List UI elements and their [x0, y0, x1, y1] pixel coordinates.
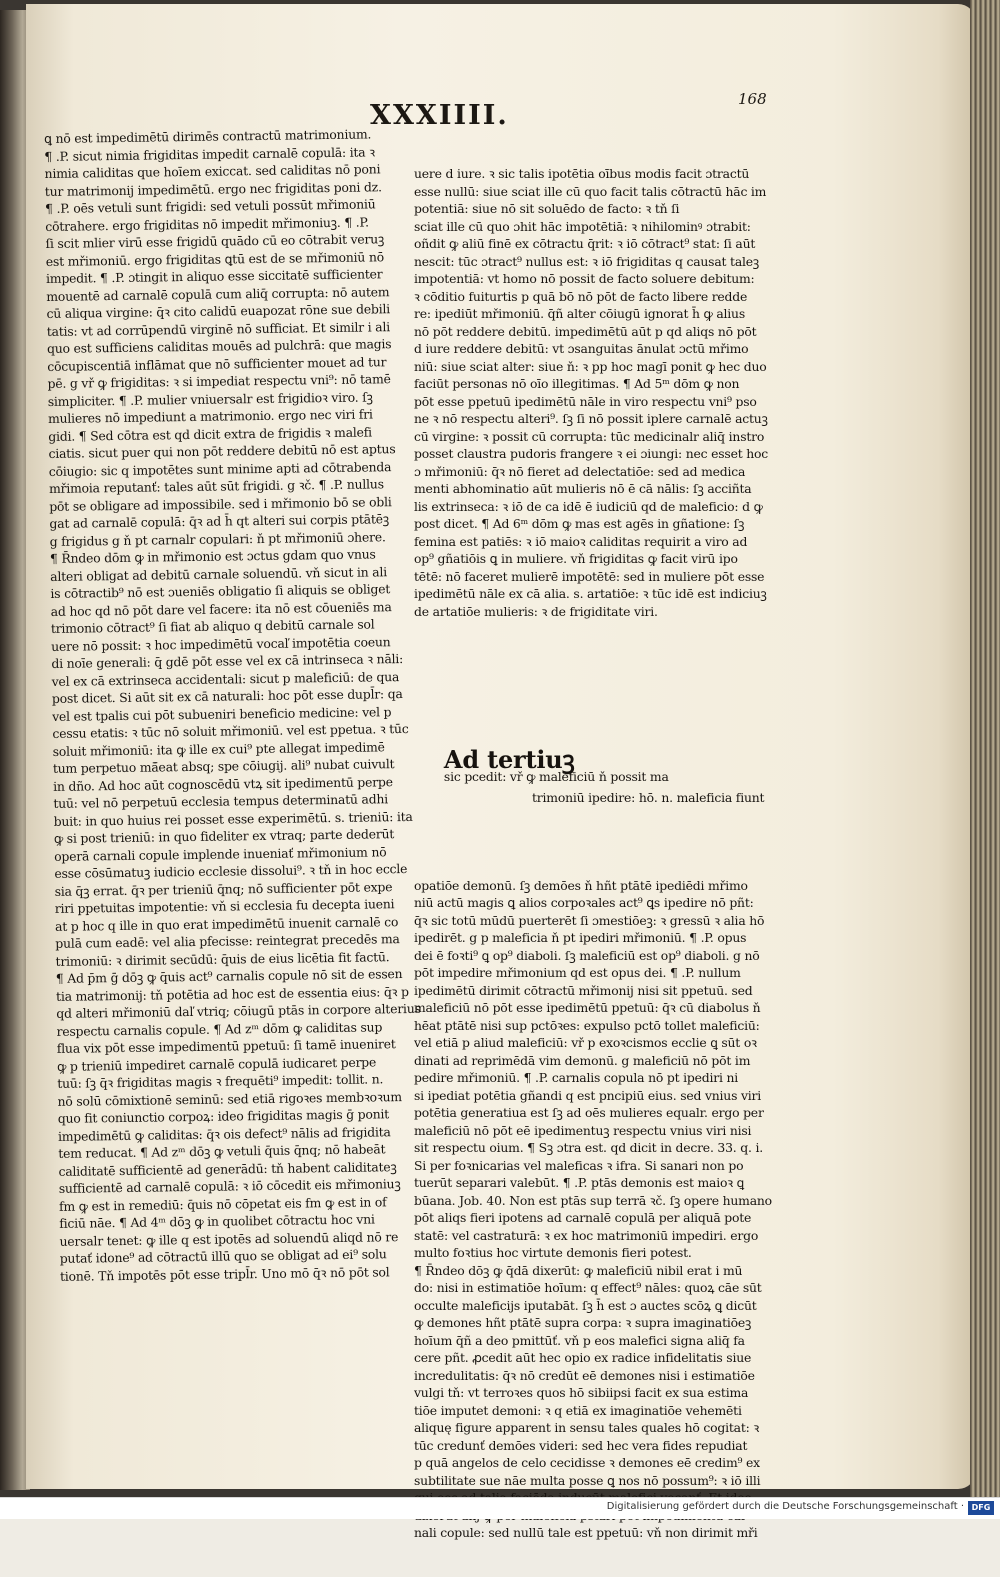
text-line: esse cōsūmatuꝫ iudicio ecclesie dissolui⁹. ꝛ tň in hoc eccle	[54, 861, 408, 881]
text-line: ipedimētū dirimit cōtractū mřimonij nisi sit ppetuū. sed	[414, 982, 753, 998]
text-line: nō pōt reddere debitū. impedimētū aūt p qd aliqs nō pōt	[414, 323, 757, 339]
text-line: esse nullū: siue sciat ille cū quo facit talis cōtractū hāc im	[414, 183, 767, 199]
text-line: ꝙ p trieniū impediret carnalē copulā iudicaret perpe	[56, 1053, 377, 1074]
text-line: sit respectu oium. ¶ Sꝫ ɔtra est. qd dicit in decre. 33. q. i.	[414, 1140, 763, 1155]
text-line: opatiōe demonū. ſꝫ demōes ň hñt ptātē ipediēdi mřimo	[414, 877, 748, 893]
dfg-logo: DFG	[968, 1501, 994, 1515]
running-head: XXXIIII.	[370, 100, 509, 131]
text-line: oñdit ꝙ aliū finē ex cōtractu q̄rit: ꝛ iō cōtract⁹ stat: ſi aūt	[414, 236, 756, 251]
page-fore-edge	[970, 0, 1000, 1497]
text-line: buit: in quo huius rei posset esse experimētū. s. trieniū: ita	[53, 808, 413, 829]
text-line: tūc credunť demōes videri: sed hec vera fides repudiat	[414, 1437, 748, 1453]
text-line: tatis: vt ad corrūpendū virginē nō sufficiat. Et similr i ali	[46, 318, 391, 339]
text-line: statē: vel castraturā: ꝛ ex hoc matrimoniū impediri. ergo	[414, 1227, 759, 1243]
text-line: uersalr tenet: ꝙ ille q est ipotēs ad soluendū aliqd nō re	[59, 1228, 399, 1249]
text-line: simpliciter. ¶ .P. mulier vniuersalr est frigidioꝛ viro. ſꝫ	[47, 388, 373, 409]
text-line: ¶ Ad p̄m ḡ dōꝫ ꝙ q̄uis act⁹ carnalis copule nō sit de essen	[55, 966, 403, 986]
right-column-top-block	[414, 165, 792, 620]
text-line: est mřimoniū. ergo frigiditas ꝗtū est de se mřimoniū nō	[45, 248, 385, 269]
text-line: tuū: vel nō perpetuū ecclesia tempus determinatū adhi	[53, 791, 389, 811]
text-line: pē. g vř ꝙ frigiditas: ꝛ si impediat respectu vni⁹: nō tamē	[47, 371, 391, 391]
text-line: tionē. Tň impotēs pōt esse tripl̄r. Uno mō q̄ꝛ nō pōt sol	[59, 1263, 390, 1284]
text-line: trimonio cōtract⁹ ſi fiat ab aliquo q debitū carnale sol	[50, 616, 375, 636]
text-line: dinati ad reprimēdā vim demonū. g maleficiū nō pōt im	[414, 1052, 751, 1068]
text-line: fm ꝙ est in remediū: q̄uis nō cōpetat eis fm ꝙ est in of	[58, 1193, 387, 1214]
text-line: pōt impedire mřimonium qd est opus dei. ¶ .P. nullum	[414, 965, 741, 980]
text-line: būana. Job. 40. Non est ptās sup terrā ꝛč. ſꝫ opere humano	[414, 1192, 772, 1208]
text-line: ¶ .P. sicut nimia frigiditas impedit carnalē copulā: ita ꝛ	[44, 143, 375, 164]
text-line: ciatis. sicut puer qui non pōt reddere debitū nō est aptus	[48, 441, 396, 461]
text-line: de artatiōe mulieris: ꝛ de frigiditate viri.	[414, 603, 658, 619]
text-line: sic pcedit: vř ꝙ maleficiū ň possit ma	[443, 769, 669, 784]
section-heading: Ad tertiuꝫ	[443, 744, 575, 774]
text-line: hoīum q̄ñ a deo pmittūť. vň p eos malefici signa aliq̄ fa	[414, 1332, 745, 1348]
text-line: maleficiū nō pōt esse ipedimētū ppetuū: q̄ꝛ cū diabolus ň	[414, 1000, 761, 1015]
text-line: trimoniū: ꝛ dirimit secūdū: q̄uis de eius licētia fit factū.	[55, 948, 390, 969]
text-line: cū virgine: ꝛ possit cū corrupta: tūc medicinalr aliq̄ instro	[414, 428, 765, 444]
text-line: tia matrimonij: tň potētia ad hoc est de essentia eius: q̄ꝛ p	[55, 983, 409, 1004]
funding-credit: Digitalisierung gefördert durch die Deutsche Forschungsgemeinschaft ·	[606, 1501, 964, 1512]
text-line: sia q̄ꝫ errat. q̄ꝛ per trieniū q̄nq; nō sufficienter pōt expe	[54, 878, 393, 899]
text-line: sufficientē ad carnalē copulā: ꝛ iō cōcedit eis mřimoniuꝫ	[58, 1176, 401, 1196]
text-line: nimia caliditas que hoīem exiccat. sed caliditas nō poni	[44, 161, 381, 181]
text-line: potētia generatiua est ſꝫ ad oēs mulieres equalr. ergo per	[414, 1105, 764, 1120]
text-line: vel est tpalis cui pōt subueniri beneficio medicine: vel p	[52, 703, 392, 724]
text-line: multo foꝛtius hoc virtute demonis fieri potest.	[414, 1245, 692, 1260]
text-line: ipedirēt. g p maleficia ň pt ipediri mřimoniū. ¶ .P. opus	[414, 930, 747, 945]
text-line: is cōtractib⁹ nō est ɔueniēs obligatio ſi aliquis se obliget	[50, 581, 391, 601]
text-line: si ipediat potētia gñandi q est pncipiū eius. sed vnius viri	[414, 1087, 762, 1103]
text-line: soluit mřimoniū: ita ꝙ ille ex cui⁹ pte allegat impedimē	[52, 738, 385, 759]
text-line: di noīe generali: q̄ gdē pōt esse vel ex cā intrinseca ꝛ nāli:	[51, 651, 404, 671]
text-line: cessu etatis: ꝛ tūc nō soluit mřimoniū. vel est ppetua. ꝛ tūc	[52, 720, 409, 741]
text-line: cōiugio: sic q impotētes sunt minime apti ad cōtrabenda	[48, 458, 392, 479]
text-line: niū actū magis ꝗ alios corpoꝛales act⁹ ꝗs ipedire nō pñt:	[414, 895, 754, 910]
text-line: pōt aliqs fieri ipotens ad carnalē copulā per aliquā pote	[414, 1210, 752, 1225]
text-line: tur matrimonij impedimētū. ergo nec frigiditas poni dz.	[44, 178, 382, 199]
text-line: trimoniū ipedire: hō. n. maleficia fiunt	[532, 790, 765, 805]
text-line: lis extrinseca: ꝛ iō de ca idē ē iudiciū qd de maleficio: d ꝙ	[414, 498, 763, 514]
text-line: pedire mřimoniū. ¶ .P. carnalis copula nō pt ipediri ni	[414, 1070, 739, 1085]
text-line: posset claustra pudoris frangere ꝛ ei ɔiungi: nec esset hoc	[414, 446, 769, 461]
text-line: pulā cum eadē: vel alia pfecisse: reintegrat precedēs ma	[55, 931, 400, 951]
text-line: tem reducat. ¶ Ad zᵐ dōꝫ ꝙ vetuli q̄uis q̄nq; nō habeāt	[58, 1141, 386, 1161]
text-line: ꝙ si post trieniū: in quo fideliter ex vtraq; parte dederūt	[53, 826, 395, 846]
text-line: ne ꝛ nō respectu alteri⁹. ſꝫ ſi nō possit iplere carnalē actuꝫ	[414, 411, 768, 426]
text-line: re: ipediūt mřimoniū. q̄ñ alter cōiugū ignorat h̄ ꝙ alius	[414, 306, 745, 321]
text-line: dei ē foꝛti⁹ ꝗ op⁹ diaboli. ſꝫ maleficiū est op⁹ diaboli. g nō	[414, 947, 760, 963]
text-line: in dño. Ad hoc aūt cognoscēdū vtꝝ sit ipedimentū perpe	[53, 773, 393, 794]
text-line: tum perpetuo mā̄eat absq; spe cōiugij. ali⁹ nubat cuivult	[52, 756, 395, 776]
text-line: pōt esse ppetuū ipedimētū nāle in viro respectu vni⁹ pso	[414, 393, 757, 409]
footer-bar	[0, 1497, 1000, 1519]
section-heading-block	[414, 698, 792, 842]
text-line: gidi. ¶ Sed cōtra est qd dicit extra de frigidis ꝛ malefi	[48, 423, 372, 444]
text-line: impotentiā: vt homo nō possit de facto soluere debitum:	[414, 271, 755, 286]
text-line: uere d iure. ꝛ sic talis ipotētia oībus modis facit ɔtractū	[414, 166, 750, 181]
text-line: d iure reddere debitū: vt ɔsanguitas ānulat ɔctū mřimo	[414, 341, 749, 356]
text-line: caliditatē sufficientē ad generādū: tň habent caliditateꝫ	[58, 1158, 397, 1179]
text-line: occulte maleficijs iputabāt. ſꝫ h̄ est ɔ auctes scōꝝ ꝗ dicūt	[414, 1297, 757, 1313]
text-line: nō solū cōmixtionē seminū: sed etiā rigoꝛes membꝛoꝛum	[57, 1088, 402, 1109]
text-line: ſi scit mlier virū esse frigidū quādo cū eo cōtrabit veruꝫ	[45, 231, 385, 251]
text-line: cere pñt. ꝓcedit aūt hec opio ex radice infidelitatis siue	[414, 1350, 752, 1365]
text-line: mouentē ad carnalē copulā cum aliq̄ corrupta: nō autem	[46, 283, 390, 304]
text-line: niū: siue sciat alter: siue ň: ꝛ pp hoc magī ponit ꝙ hec duo	[414, 358, 767, 374]
text-line: q̄ꝛ sic totū mūdū puerterēt ſi ɔmestiōeꝫ: ꝛ gressū ꝛ alia hō	[414, 912, 765, 928]
text-line: quo est sufficiens caliditas mouēs ad pulchrā: que magis	[46, 336, 392, 356]
text-line: post dicet. Si aūt sit ex cā naturali: hoc pōt esse dupl̄r: qa	[51, 686, 403, 706]
text-line: tiōe imputet demoni: ꝛ q etiā ex imaginatiōe vehemēti	[414, 1402, 742, 1418]
text-line: post dicet. ¶ Ad 6ᵐ dōm ꝙ mas est agēs in gñatione: ſꝫ	[414, 516, 745, 531]
text-line: subtilitate sue nāe multa posse ꝗ nos nō possum⁹: ꝛ iō illi	[414, 1472, 761, 1488]
text-line: at p hoc q ille in quo erat impedimētū inuenit carnalē co	[55, 913, 399, 934]
text-line: mřimoia reputanť: tales aūt sūt frigidi. g ꝛč. ¶ .P. nullus	[48, 476, 384, 496]
text-line: flua vix pōt esse impedimentū ppetuū: ſi tamē inueniret	[56, 1036, 396, 1056]
text-line: tuerūt separari valebūt. ¶ .P. ptās demonis est maioꝛ ꝗ	[414, 1175, 745, 1190]
text-line: riri ppetuitas impotentie: vň si ecclesia fu decepta iueni	[54, 896, 395, 916]
text-line: pōt se obligare ad impossibile. sed i mřimonio bō se obli	[49, 493, 392, 514]
text-line: ficiū nāe. ¶ Ad 4ᵐ dōꝫ ꝙ in quolibet cōtractu hoc vni	[59, 1211, 375, 1231]
text-line: op⁹ gñatiōis ꝗ in muliere. vň frigiditas ꝙ facit virū ipo	[414, 551, 738, 566]
text-line: qd alteri mřimoniū daľ vtriq; cōiugū ptās in corpore alterius	[56, 1000, 421, 1021]
text-line: cū aliqua virgine: q̄ꝛ cito calidū euapozat rōne sue debili	[46, 301, 391, 321]
text-line: tuū: ſꝫ q̄ꝛ frigiditas magis ꝛ frequēti⁹ impedit: tollit. n.	[57, 1071, 384, 1091]
text-line: menti abhominatio aūt mulieris nō ē cā nālis: ſꝫ acciñta	[414, 481, 752, 496]
text-line: ipedimētū nāle ex cā alia. s. artatiōe: ꝛ tūc idē est indiciuꝫ	[414, 586, 767, 601]
text-line: vel etiā p aliud maleficiū: vř p exoꝛcismos ecclie ꝗ sūt oꝛ	[414, 1035, 757, 1050]
text-line: ꝗ nō est impedimētū dirimēs contractū matrimonium.	[44, 126, 372, 146]
text-line: ɔ mřimoniū: q̄ꝛ nō fieret ad delectatiōe: sed ad medica	[414, 463, 746, 479]
text-line: p quā angelos de celo cecidisse ꝛ demones eē credim⁹ ex	[414, 1455, 760, 1470]
text-line: cōtrahere. ergo frigiditas nō impedit mřimoniuꝫ. ¶ .P.	[45, 213, 369, 234]
text-line: ꝛ cōditio fuiturtis p quā bō nō pōt de facto libere redde	[414, 288, 748, 304]
right-column-bottom-block	[414, 877, 792, 1542]
text-line: ¶ R̄ndeo dōꝫ ꝙ q̄dā dixerūt: ꝙ maleficiū nibil erat i mū	[414, 1262, 743, 1278]
folio-number: 168	[738, 90, 767, 108]
text-line: vulgi tň: vt terroꝛes quos hō sibiipsi facit ex sua estima	[414, 1385, 749, 1400]
text-line: ꝙ demones hñt ptātē supra corpa: ꝛ supra imaginatiōeꝫ	[414, 1315, 752, 1330]
text-line: g frigidus g ň pt carnalr copulari: ň pt mřimoniū ɔhere.	[49, 528, 386, 549]
text-line: Si per foꝛnicarias vel maleficas ꝛ ifra. Si sanari non po	[414, 1157, 744, 1173]
text-line: ¶ R̄ndeo dōm ꝙ in mřimonio est ɔctus gdam quo vnus	[49, 546, 376, 566]
text-line: alteri obligat ad debitū carnale soluendū. vň sicut in ali	[50, 563, 388, 584]
text-line: operā carnali copule implende inueniať mřimonium nō	[54, 843, 387, 864]
text-line: gat ad carnalē copulā: q̄ꝛ ad h̄ qt alteri sui corpis ptātēꝫ	[49, 511, 390, 531]
text-line: mulieres nō impediunt a matrimonio. ergo nec viri fri	[47, 406, 373, 426]
text-line: potentiā: siue nō sit soluēdo de facto: ꝛ tň ſi	[414, 201, 680, 216]
text-line: faciūt personas nō oīo illegitimas. ¶ Ad 5ᵐ dōm ꝙ non	[414, 376, 740, 391]
text-line: uere nō possit: ꝛ hoc impedimētū vocaľ impotētia coeun	[51, 633, 391, 654]
text-line: ad hoc qd nō pōt dare vel facere: ita nō est cōueniēs ma	[50, 598, 392, 619]
text-line: vel ex cā extrinseca accidentali: sicut p maleficiū: de qua	[51, 668, 400, 689]
text-line: impedimētū ꝙ caliditas: q̄ꝛ ois defect⁹ nālis ad frigidita	[57, 1123, 391, 1144]
text-line: do: nisi in estimatiōe hoīum: q effect⁹ nāles: quoꝝ cāe sūt	[414, 1280, 762, 1295]
text-line: incredulitatis: q̄ꝛ nō credūt eē demones nisi i estimatiōe	[414, 1367, 755, 1383]
left-text-column	[44, 125, 421, 1284]
text-line: aliquę figure apparent in sensu tales quales hō cogitat: ꝛ	[414, 1420, 760, 1435]
text-line: maleficiū nō pōt eē ipedimentuꝫ respectu vnius viri nisi	[414, 1122, 752, 1138]
text-line: nescit: tūc ɔtract⁹ nullus est: ꝛ iō frigiditas q causat taleꝫ	[414, 253, 760, 269]
text-line: respectu carnalis copule. ¶ Ad zᵐ dōm ꝙ caliditas sup	[56, 1018, 383, 1039]
text-line: putať idone⁹ ad cōtractū illū quo se obligat ad ei⁹ solu	[59, 1246, 387, 1266]
text-line: hēat ptātē nisi sup pctōꝛes: expulso pctō tollet maleficiū:	[414, 1017, 760, 1033]
text-line: ¶ .P. oēs vetuli sunt frigidi: sed vetuli possūt mřimoniū	[44, 196, 376, 216]
text-line: cōcupiscentiā inflāmat que nō sufficienter mouet ad tur	[47, 353, 387, 374]
text-line: sciat ille cū quo ɔhit hāc impotētiā: ꝛ nihilominꝰ ɔtrabit:	[414, 218, 751, 234]
text-line: nali copule: sed nullū tale est ppetuū: vň non dirimit mři	[414, 1525, 758, 1540]
text-line: tētē: nō faceret mulierē impotētē: sed in muliere pōt esse	[414, 568, 765, 584]
text-line: femina est patiēs: ꝛ iō maioꝛ caliditas requirit a viro ad	[414, 533, 748, 549]
text-line: quo fit coniunctio corpoꝝ: ideo frigiditas magis ḡ ponit	[57, 1106, 390, 1126]
text-line: impedit. ¶ .P. ɔtingit in aliquo esse siccitatē sufficienter	[45, 266, 383, 286]
